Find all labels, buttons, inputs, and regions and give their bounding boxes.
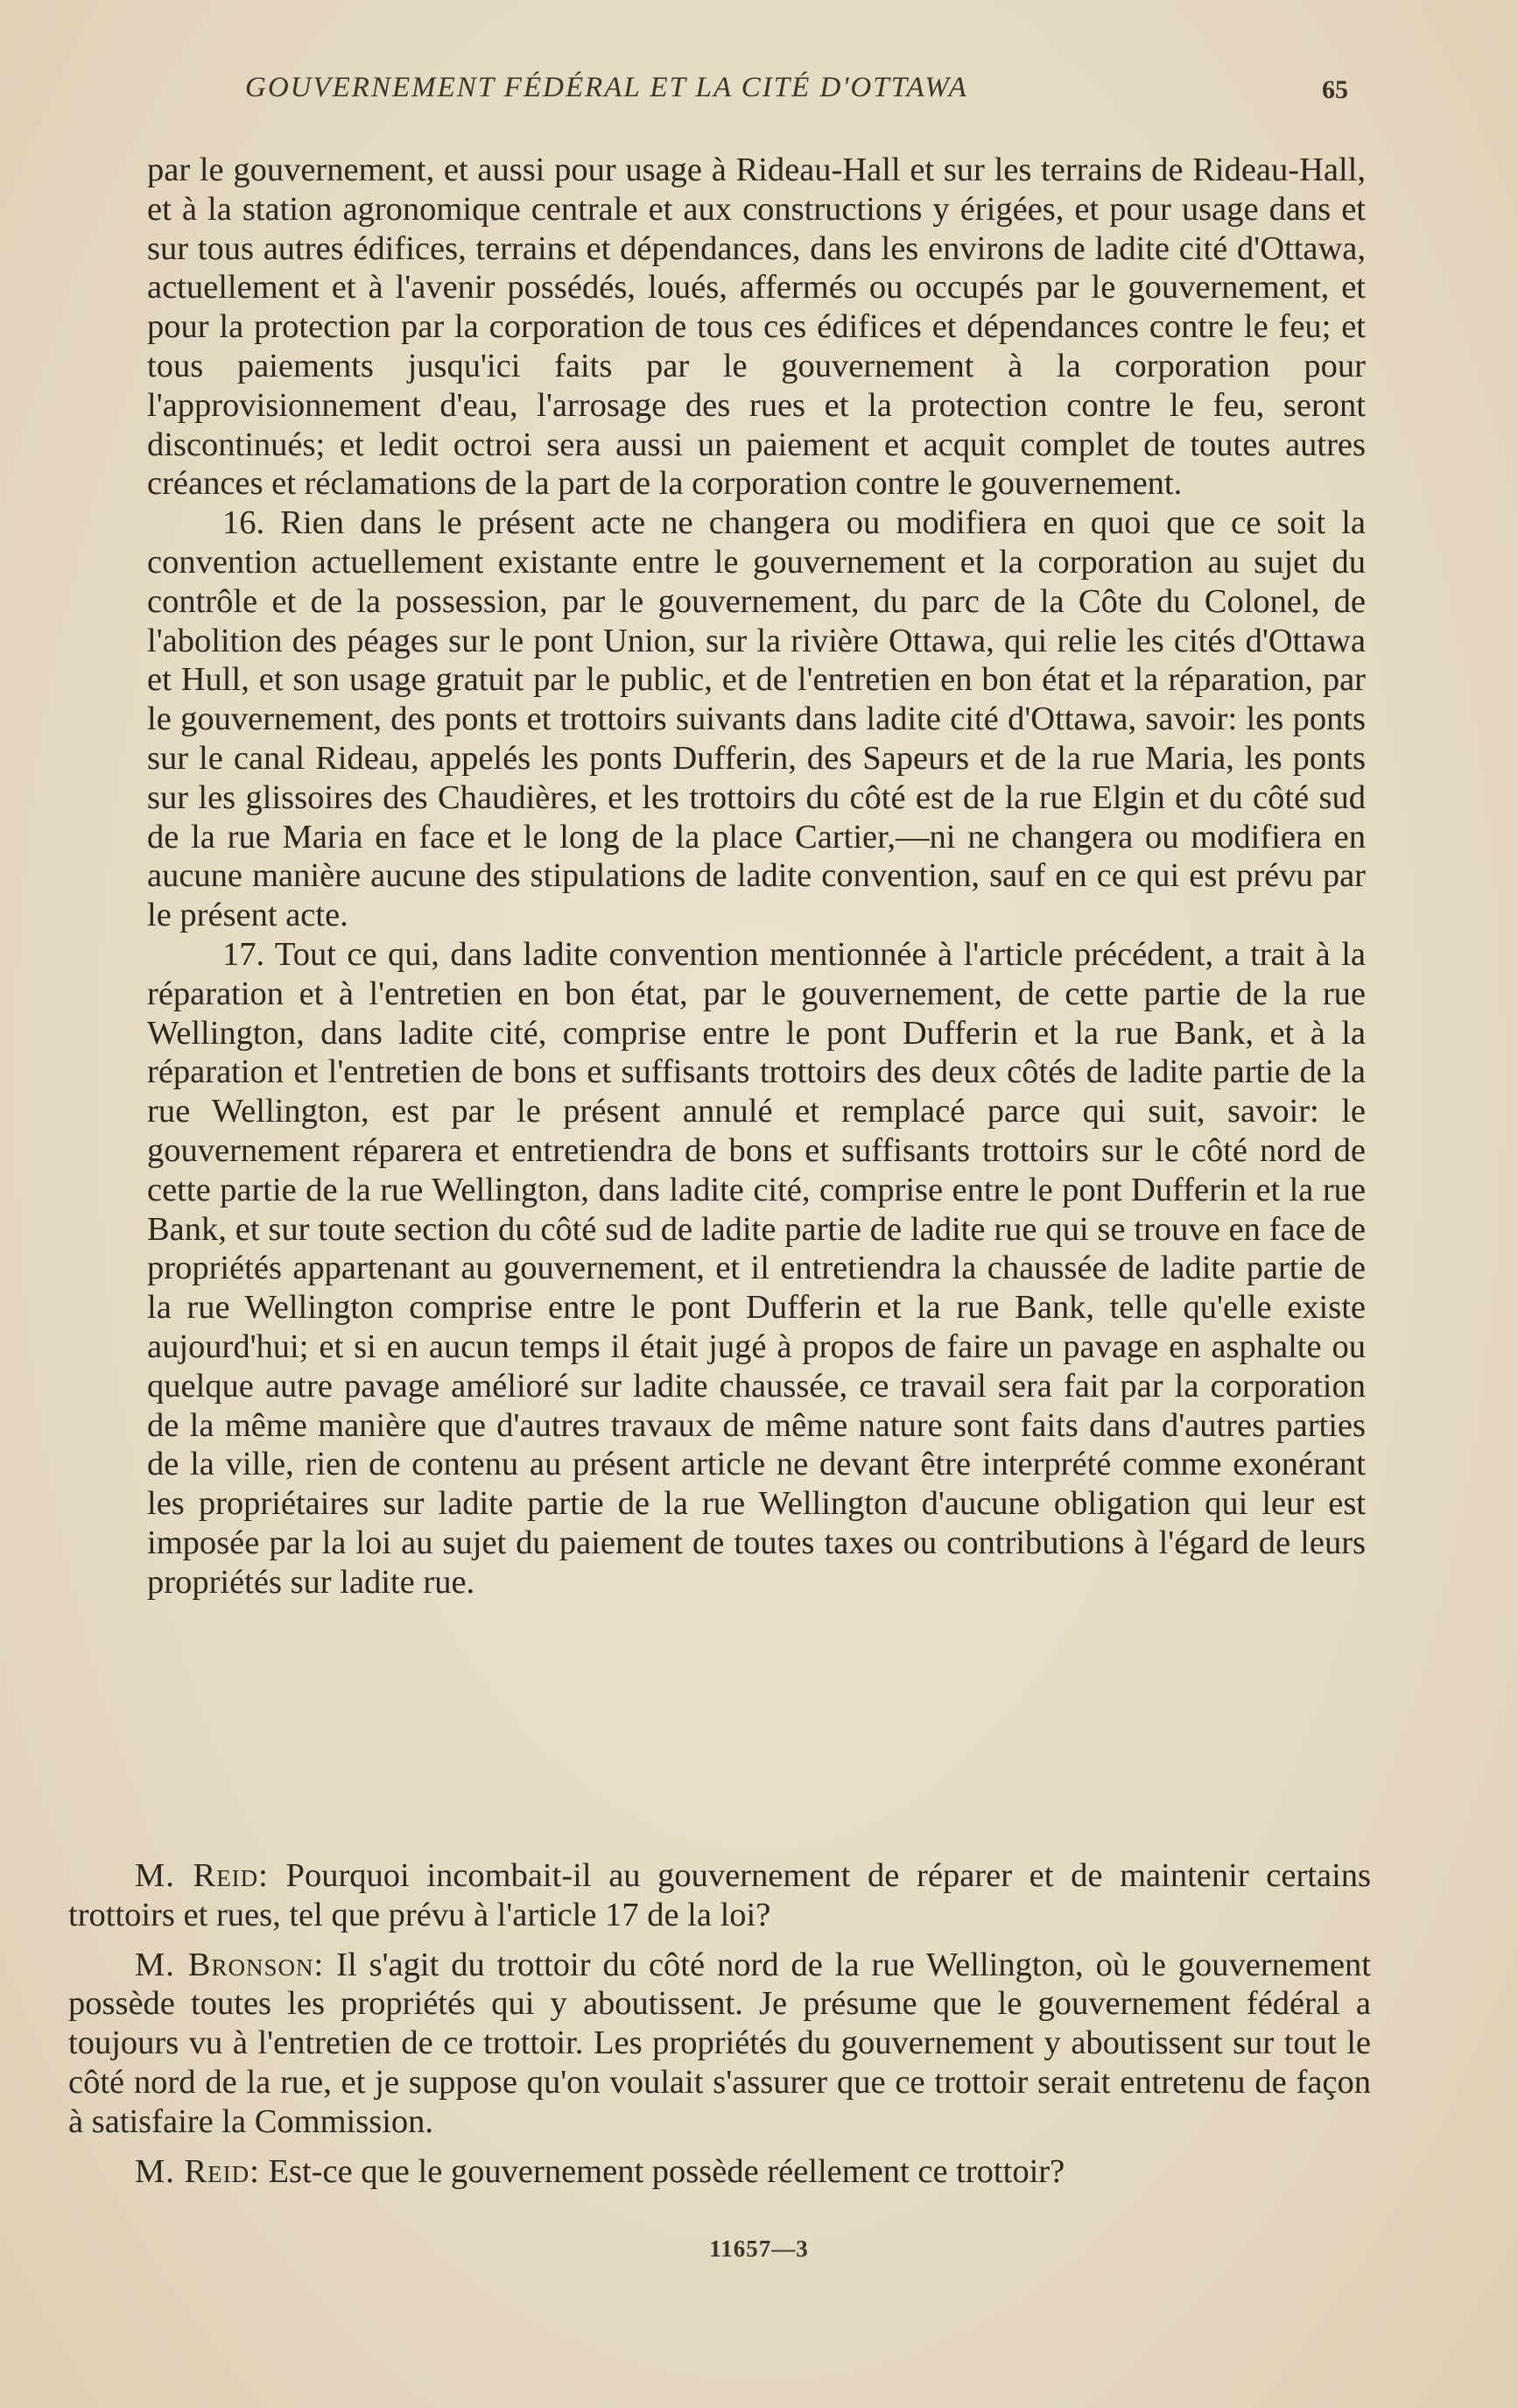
running-header — [245, 72, 1348, 116]
act-text — [147, 151, 1366, 1602]
printer-signature: 11657—3 — [709, 2235, 809, 2262]
speech-text: Il s'agit du trottoir du côté nord de la rue Wellington, où le gouvernement possède toutes les propriétés qui y aboutissent. Je présume que le gouvernement fédéral a toujours vu à l'entretien de ce trottoir. Les propriétés du gouvernement y aboutissent sur tout le côté nord de la rue, et je suppose qu'on voulait s'assurer que ce trottoir serait entretenu de façon à satisfaire la Commission. — [68, 1946, 1372, 2140]
debate-transcript — [68, 1856, 1371, 2201]
speech-text: Est-ce que le gouvernement possède réellement ce trottoir? — [268, 2152, 1065, 2190]
section-17: 17. Tout ce qui, dans ladite convention mentionnée à l'article précédent, a trait à la réparation et à l'entretien en bon état, par le gouvernement, de cette partie de la rue Wellington, dans ladite cité, comprise entre le pont Dufferin et la rue Bank, et à la réparation et l'entretien de bons et suffisants trottoirs des deux côtés de ladite partie de la rue Wellington, est par le présent annulé et remplacé parce qui suit, savoir: le gouvernement réparera et entretiendra de bons et suffisants trottoirs sur le côté nord de cette partie de la rue Wellington, dans ladite cité, comprise entre le pont Dufferin et la rue Bank, et sur toute section du côté sud de ladite partie de ladite rue qui se trouve en face de propriétés appartenant au gouvernement, et il entretiendra la chaussée de ladite partie de la rue Wellington comprise entre le pont Dufferin et la rue Bank, telle qu'elle existe aujourd'hui; et si en aucun temps il était jugé à propos de faire un pavage en asphalte ou quelque autre pavage amélioré sur ladite chaussée, ce travail sera fait par la corporation de la même manière que d'autres travaux de même nature sont faits dans d'autres parties de la ville, rien de contenu au présent article ne devant être interprété comme exonérant les propriétaires sur ladite partie de la rue Wellington d'aucune obligation qui leur est imposée par la loi au sujet du paiement de toutes taxes ou contributions à l'égard de leurs propriétés sur ladite rue. — [147, 935, 1366, 1601]
section-16: 16. Rien dans le présent acte ne changera ou modifiera en quoi que ce soit la convention actuellement existante entre le gouvernement et la corporation au sujet du contrôle et de la possession, par le gouvernement, du parc de la Côte du Colonel, de l'abolition des péages sur le pont Union, sur la rivière Ottawa, qui relie les cités d'Ottawa et Hull, et son usage gratuit par le public, et de l'entretien en bon état et la réparation, par le gouvernement, des ponts et trottoirs suivants dans ladite cité d'Ottawa, savoir: les ponts sur le canal Rideau, appelés les ponts Dufferin, des Sapeurs et de la rue Maria, les ponts sur les glissoires des Chaudières, et les trottoirs du côté est de la rue Elgin et du côté sud de la rue Maria en face et le long de la place Cartier,—ni ne changera ou modifiera en aucune manière aucune des stipulations de ladite convention, sauf en ce qui est prévu par le présent acte. — [147, 504, 1366, 934]
speaker-name: M. Bronson: — [135, 1946, 325, 1983]
speaker-name: M. Reid: — [135, 2152, 260, 2190]
speech-text: Pourquoi incombait-il au gouvernement de réparer et de maintenir certains trottoirs et rues, tel que prévu à l'article 17 de la loi? — [68, 1857, 1372, 1933]
speech-reid-1 — [68, 1856, 1371, 1935]
paragraph-continued: par le gouvernement, et aussi pour usage à Rideau-Hall et sur les terrains de Rideau-Hall, et à la station agronomique centrale et aux constructions y érigées, et pour usage dans et sur tous autres édifices, terrains et dépendances, dans les environs de ladite cité d'Ottawa, actuellement et à l'avenir possédés, loués, affermés ou occupés par le gouvernement, et pour la protection par la corporation de tous ces édifices et dépendances contre le feu; et tous paiements jusqu'ici faits par le gouvernement à la corporation pour l'approvisionnement d'eau, l'arrosage des rues et la protection contre le feu, seront discontinués; et ledit octroi sera aussi un paiement et acquit complet de toutes autres créances et réclamations de la part de la corporation contre le gouvernement. — [147, 151, 1366, 503]
page-number: 65 — [1322, 75, 1348, 104]
running-title: GOUVERNEMENT FÉDÉRAL ET LA CITÉ D'OTTAWA — [245, 72, 968, 103]
speech-reid-2 — [68, 2152, 1371, 2192]
speech-bronson — [68, 1946, 1371, 2142]
speaker-name: M. Reid: — [135, 1857, 269, 1894]
